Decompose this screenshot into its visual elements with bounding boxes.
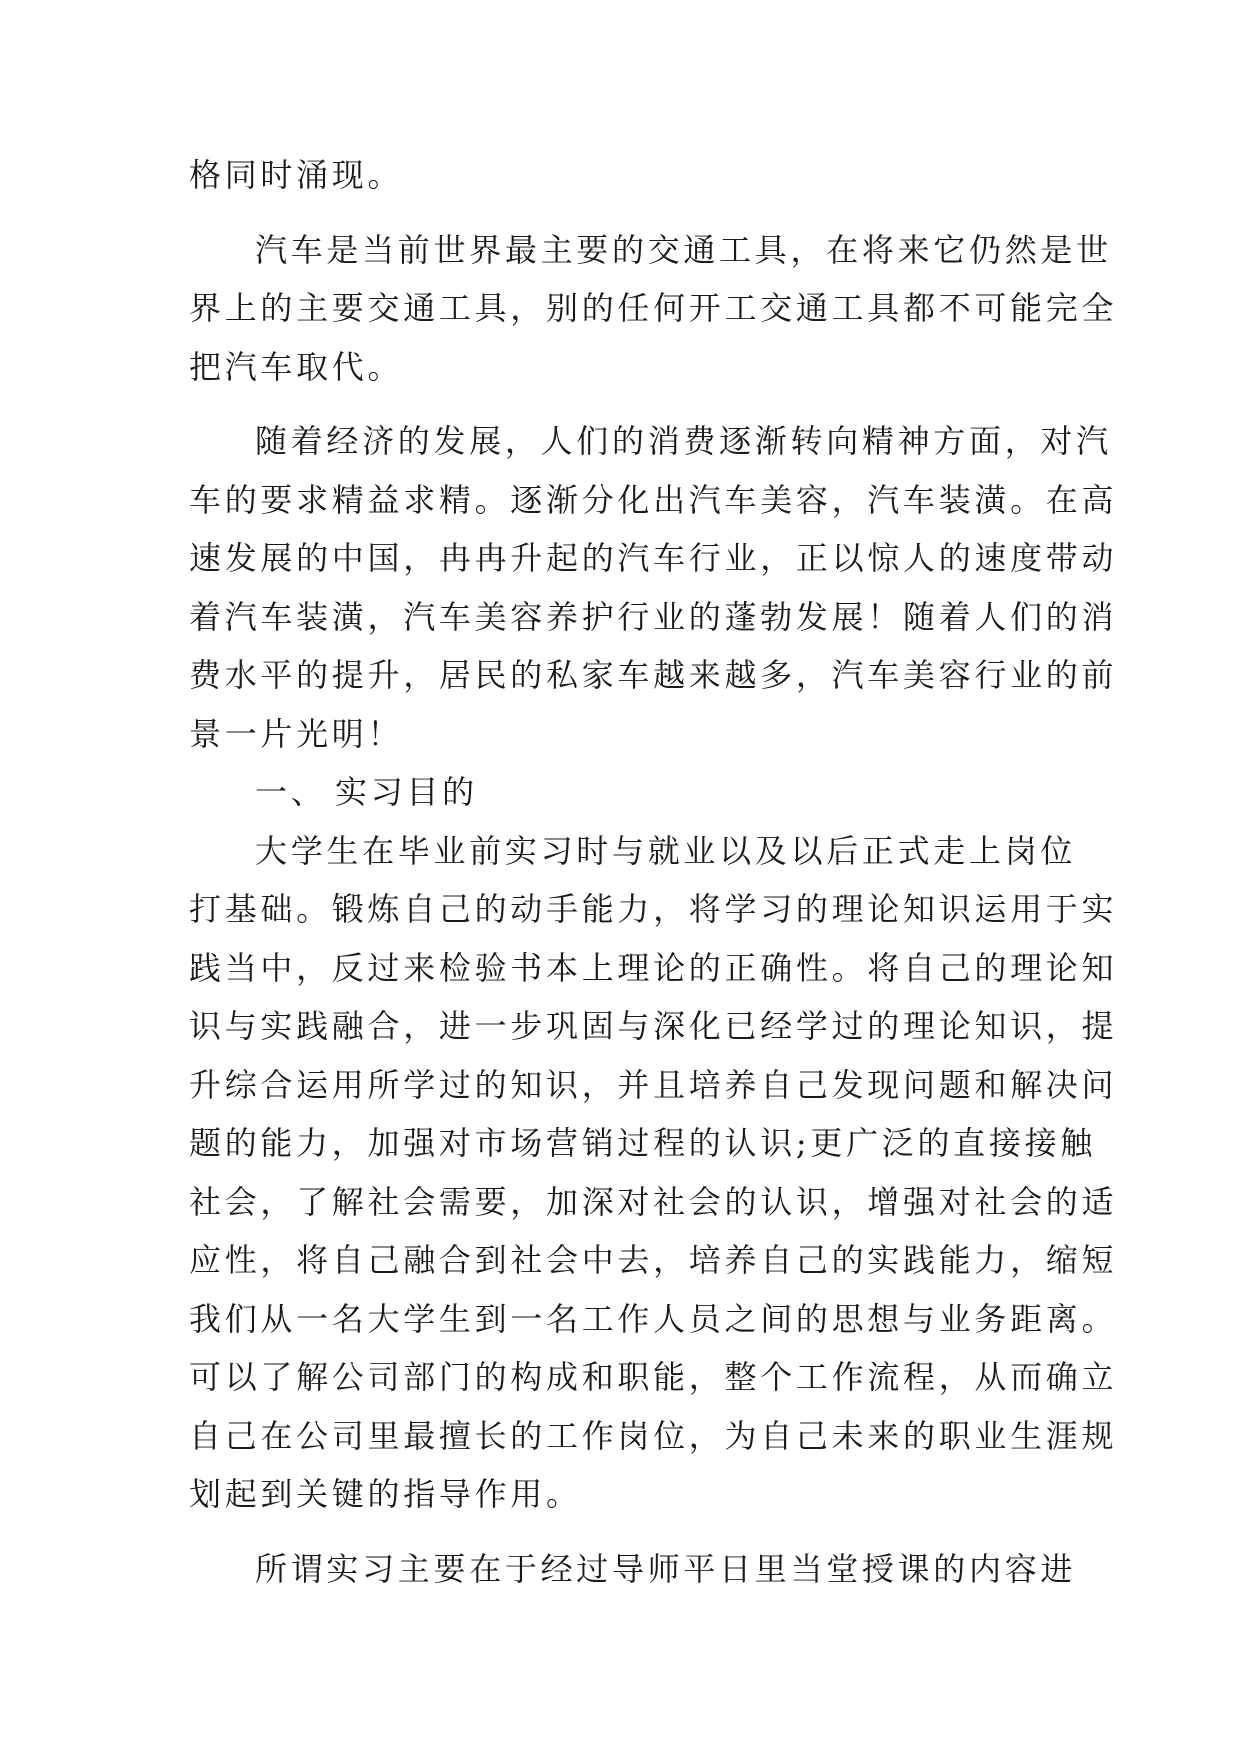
text-line: 升综合运用所学过的知识，并且培养自己发现问题和解决问	[189, 1065, 1118, 1104]
text-line: 所谓实习主要在于经过导师平日里当堂授课的内容进	[255, 1549, 1077, 1588]
paragraph	[189, 221, 1118, 397]
text-line: 把汽车取代。	[189, 347, 404, 386]
document-body	[189, 146, 1118, 1598]
text-line: 大学生在毕业前实习时与就业以及以后正式走上岗位	[255, 831, 1077, 870]
text-line: 速发展的中国，冉冉升起的汽车行业，正以惊人的速度带动	[189, 539, 1118, 577]
text-line: 应性，将自己融合到社会中去，培养自己的实践能力，缩短	[189, 1241, 1118, 1279]
paragraph	[189, 822, 1118, 1524]
text-line: 打基础。锻炼自己的动手能力，将学习的理论知识运用于实	[189, 890, 1118, 928]
text-line: 我们从一名大学生到一名工作人员之间的思想与业务距离。	[189, 1299, 1118, 1338]
text-line: 着汽车装潢，汽车美容养护行业的蓬勃发展！随着人们的消	[189, 597, 1118, 636]
paragraph-continuation	[189, 146, 1059, 205]
paragraph	[189, 1540, 1077, 1599]
text-line: 格同时涌现。	[189, 156, 404, 194]
text-line: 汽车是当前世界最主要的交通工具，在将来它仍然是世	[255, 230, 1112, 269]
section-title: 实习目的	[335, 773, 478, 811]
text-line: 景一片光明！	[189, 714, 404, 753]
text-line: 践当中，反过来检验书本上理论的正确性。将自己的理论知	[189, 948, 1118, 987]
text-line: 车的要求精益求精。逐渐分化出汽车美容，汽车装潢。在高	[189, 480, 1118, 519]
section-number: 一、	[255, 773, 327, 811]
paragraph	[189, 412, 1118, 763]
text-line: 自己在公司里最擅长的工作岗位，为自己未来的职业生涯规	[189, 1416, 1118, 1455]
text-line: 题的能力，加强对市场营销过程的认识;更广泛的直接接触	[189, 1124, 1096, 1162]
section-heading	[189, 763, 1059, 822]
text-line: 划起到关键的指导作用。	[189, 1475, 582, 1513]
text-line: 可以了解公司部门的构成和职能，整个工作流程，从而确立	[189, 1358, 1118, 1396]
text-line: 随着经济的发展，人们的消费逐渐转向精神方面，对汽	[255, 422, 1112, 460]
text-line: 界上的主要交通工具，别的任何开工交通工具都不可能完全	[189, 289, 1118, 327]
text-line: 费水平的提升，居民的私家车越来越多，汽车美容行业的前	[189, 656, 1118, 694]
text-line: 识与实践融合，进一步巩固与深化已经学过的理论知识，提	[189, 1007, 1118, 1045]
text-line: 社会，了解社会需要，加深对社会的认识，增强对社会的适	[189, 1182, 1118, 1221]
